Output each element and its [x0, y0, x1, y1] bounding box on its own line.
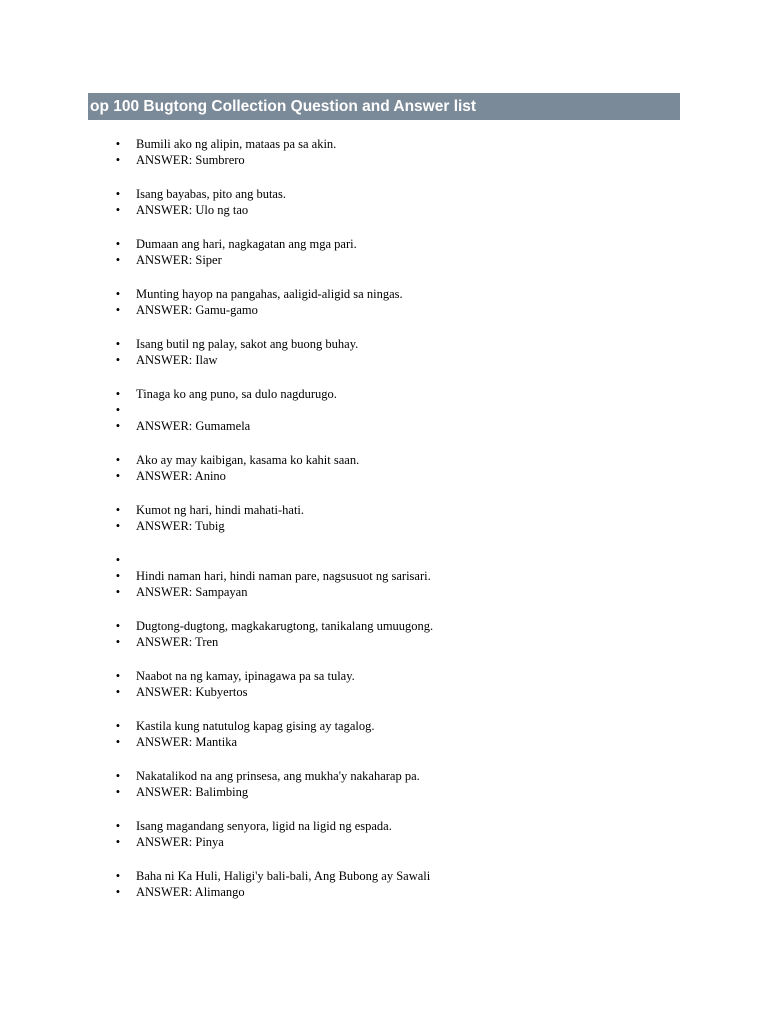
- bullet-icon: •: [115, 785, 121, 799]
- list-item: [0, 734, 768, 750]
- bullet-icon: •: [115, 253, 121, 267]
- list-item: [0, 552, 768, 568]
- list-item: [0, 668, 768, 684]
- list-item-text: ANSWER: Alimango: [136, 885, 245, 899]
- list-item-text: ANSWER: Ulo ng tao: [136, 203, 249, 217]
- bullet-icon: •: [115, 619, 121, 633]
- bullet-icon: •: [115, 503, 121, 517]
- list-item-text: ANSWER: Anino: [136, 469, 226, 483]
- list-item-text: Bumili ako ng alipin, mataas pa sa akin.: [136, 137, 337, 151]
- list-item-text: Baha ni Ka Huli, Haligi'y bali-bali, Ang Bubong ay Sawali: [136, 869, 431, 883]
- riddle-group: [0, 236, 768, 268]
- list-item: [0, 718, 768, 734]
- list-item: [0, 186, 768, 202]
- riddle-group: [0, 618, 768, 650]
- page-title: op 100 Bugtong Collection Question and Answer list: [88, 93, 680, 120]
- list-item-text: ANSWER: Gamu-gamo: [136, 303, 258, 317]
- bullet-icon: •: [115, 719, 121, 733]
- bullet-icon: •: [115, 869, 121, 883]
- list-item: [0, 252, 768, 268]
- list-item: [0, 136, 768, 152]
- list-item-text: Dugtong-dugtong, magkakarugtong, tanikalang umuugong.: [136, 619, 434, 633]
- riddle-group: [0, 868, 768, 900]
- list-item: [0, 768, 768, 784]
- bullet-icon: •: [115, 237, 121, 251]
- bullet-icon: •: [115, 819, 121, 833]
- list-item: [0, 286, 768, 302]
- list-item-text: Isang bayabas, pito ang butas.: [136, 187, 286, 201]
- riddle-group: [0, 552, 768, 600]
- bullet-icon: •: [115, 287, 121, 301]
- riddle-group: [0, 336, 768, 368]
- list-item: [0, 684, 768, 700]
- list-item: [0, 502, 768, 518]
- riddle-group: [0, 718, 768, 750]
- list-item: [0, 818, 768, 834]
- list-item: [0, 402, 768, 418]
- list-item-text: Tinaga ko ang puno, sa dulo nagdurugo.: [136, 387, 337, 401]
- list-item-text: ANSWER: Pinya: [136, 835, 224, 849]
- list-item-text: ANSWER: Mantika: [136, 735, 238, 749]
- list-item-text: ANSWER: Tren: [136, 635, 219, 649]
- list-item: [0, 386, 768, 402]
- riddle-group: [0, 136, 768, 168]
- bullet-icon: •: [115, 303, 121, 317]
- list-item-text: ANSWER: Sumbrero: [136, 153, 245, 167]
- bullet-icon: •: [115, 585, 121, 599]
- list-item: [0, 152, 768, 168]
- list-item-text: Isang butil ng palay, sakot ang buong buhay.: [136, 337, 359, 351]
- bullet-icon: •: [115, 553, 121, 567]
- list-item: [0, 618, 768, 634]
- list-item: [0, 884, 768, 900]
- bullet-icon: •: [115, 337, 121, 351]
- list-item: [0, 518, 768, 534]
- list-item: [0, 336, 768, 352]
- list-item-text: ANSWER: Tubig: [136, 519, 225, 533]
- bullet-icon: •: [115, 885, 121, 899]
- list-item-text: ANSWER: Sampayan: [136, 585, 248, 599]
- list-item: [0, 236, 768, 252]
- list-item-text: Kumot ng hari, hindi mahati-hati.: [136, 503, 305, 517]
- bullet-icon: •: [115, 769, 121, 783]
- bullet-icon: •: [115, 203, 121, 217]
- bullet-icon: •: [115, 137, 121, 151]
- riddle-group: [0, 386, 768, 434]
- riddle-group: [0, 502, 768, 534]
- bullet-icon: •: [115, 353, 121, 367]
- list-item-text: ANSWER: Gumamela: [136, 419, 251, 433]
- riddle-group: [0, 452, 768, 484]
- list-item-text: ANSWER: Kubyertos: [136, 685, 248, 699]
- bullet-icon: •: [115, 403, 121, 417]
- list-item-text: Kastila kung natutulog kapag gising ay tagalog.: [136, 719, 375, 733]
- bullet-icon: •: [115, 735, 121, 749]
- list-item: [0, 418, 768, 434]
- list-item-text: ANSWER: Siper: [136, 253, 222, 267]
- list-item: [0, 452, 768, 468]
- bullet-icon: •: [115, 685, 121, 699]
- list-item: [0, 352, 768, 368]
- list-item-text: Hindi naman hari, hindi naman pare, nagsusuot ng sarisari.: [136, 569, 431, 583]
- bullet-icon: •: [115, 153, 121, 167]
- list-item: [0, 634, 768, 650]
- bullet-icon: •: [115, 419, 121, 433]
- list-item: [0, 784, 768, 800]
- list-item: [0, 302, 768, 318]
- bullet-icon: •: [115, 635, 121, 649]
- bullet-icon: •: [115, 469, 121, 483]
- list-item: [0, 834, 768, 850]
- bullet-icon: •: [115, 669, 121, 683]
- riddle-group: [0, 286, 768, 318]
- list-item: [0, 584, 768, 600]
- bullet-icon: •: [115, 187, 121, 201]
- list-item-text: ANSWER: Balimbing: [136, 785, 249, 799]
- bullet-icon: •: [115, 387, 121, 401]
- list-item-text: Naabot na ng kamay, ipinagawa pa sa tulay.: [136, 669, 355, 683]
- bullet-icon: •: [115, 835, 121, 849]
- list-item: [0, 568, 768, 584]
- list-item: [0, 868, 768, 884]
- riddle-group: [0, 818, 768, 850]
- list-item-text: Isang magandang senyora, ligid na ligid ng espada.: [136, 819, 392, 833]
- list-item-text: Dumaan ang hari, nagkagatan ang mga pari.: [136, 237, 357, 251]
- riddle-group: [0, 668, 768, 700]
- list-item-text: ANSWER: Ilaw: [136, 353, 218, 367]
- bullet-icon: •: [115, 519, 121, 533]
- bullet-icon: •: [115, 569, 121, 583]
- list-item-text: Nakatalikod na ang prinsesa, ang mukha'y nakaharap pa.: [136, 769, 420, 783]
- list-item: [0, 468, 768, 484]
- list-item: [0, 202, 768, 218]
- riddle-group: [0, 768, 768, 800]
- riddle-group: [0, 186, 768, 218]
- riddle-list: [0, 136, 768, 918]
- list-item-text: Munting hayop na pangahas, aaligid-aligid sa ningas.: [136, 287, 403, 301]
- bullet-icon: •: [115, 453, 121, 467]
- list-item-text: Ako ay may kaibigan, kasama ko kahit saan.: [136, 453, 360, 467]
